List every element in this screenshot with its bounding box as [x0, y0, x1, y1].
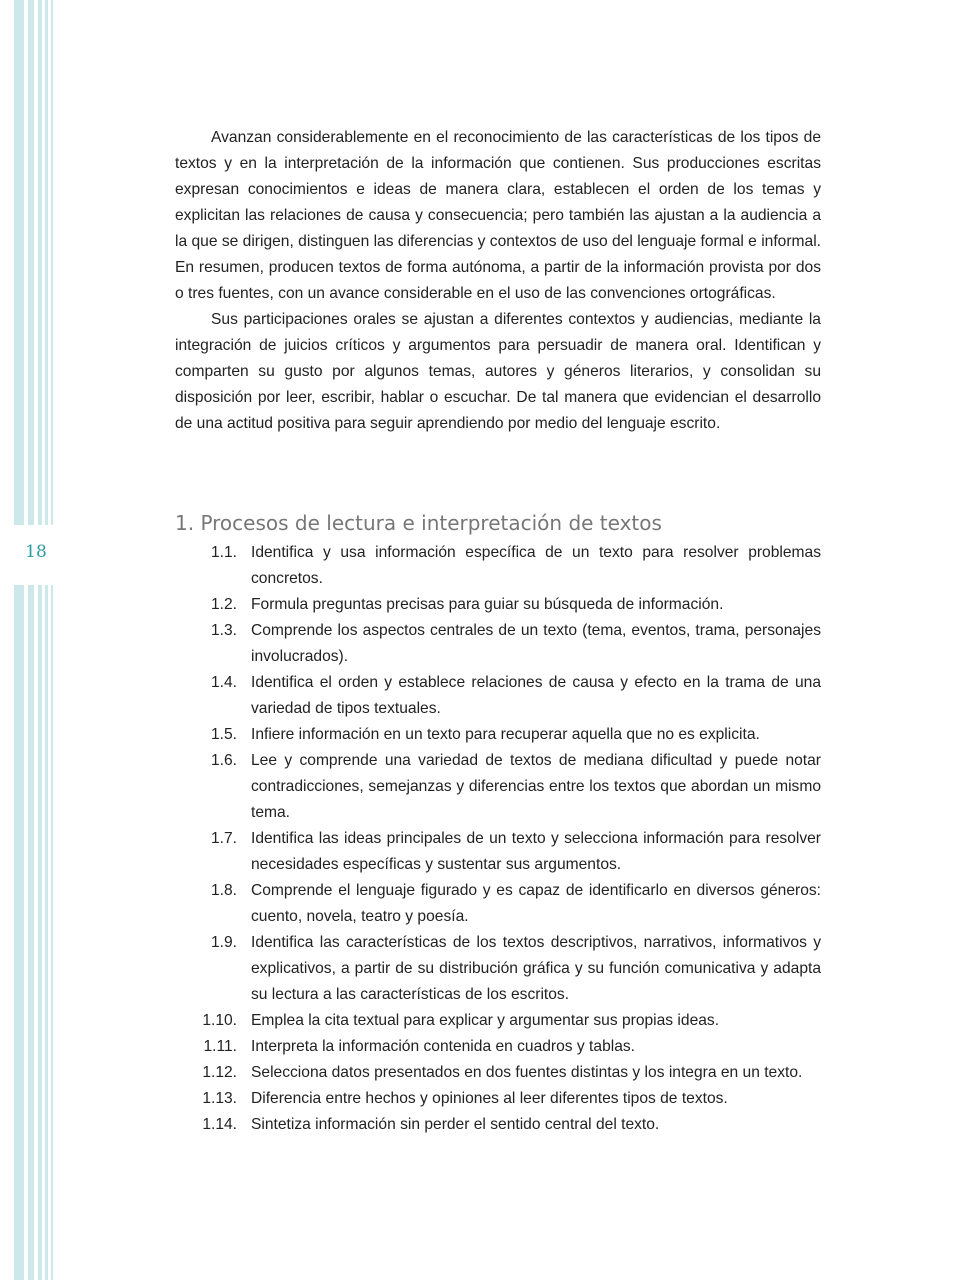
list-item: [175, 930, 821, 1008]
list-item: [175, 1008, 821, 1034]
margin-stripe: [45, 0, 48, 1280]
item-text: Formula preguntas precisas para guiar su búsqueda de información.: [251, 596, 724, 613]
list-item: [175, 722, 821, 748]
item-number: 1.13.: [202, 1090, 237, 1107]
item-text: Selecciona datos presentados en dos fuentes distintas y los integra en un texto.: [251, 1064, 803, 1081]
item-text: Interpreta la información contenida en cuadros y tablas.: [251, 1038, 636, 1055]
item-text: Lee y comprende una variedad de textos de mediana dificultad y puede notar contradicciones, semejanzas y diferencias entre los textos que abordan un mismo tema.: [251, 752, 821, 821]
item-number: 1.6.: [210, 752, 237, 769]
list-item: [175, 1086, 821, 1112]
margin-stripe: [14, 0, 24, 1280]
item-number: 1.7.: [210, 830, 237, 847]
section-heading: 1. Procesos de lectura e interpretación de textos: [175, 511, 662, 535]
margin-stripe: [38, 0, 42, 1280]
margin-stripe: [28, 0, 34, 1280]
list-item: [175, 670, 821, 722]
list-item: [175, 1034, 821, 1060]
item-number: 1.3.: [210, 622, 237, 639]
list-item: [175, 826, 821, 878]
list-item: [175, 540, 821, 592]
margin-stripes: [0, 0, 60, 1280]
item-text: Infiere información en un texto para recuperar aquella que no es explicita.: [251, 726, 760, 743]
item-number: 1.4.: [210, 674, 237, 691]
page-number: 18: [25, 542, 47, 562]
item-number: 1.9.: [210, 934, 237, 951]
item-text: Comprende el lenguaje figurado y es capaz de identificarlo en diversos géneros: cuento, novela, teatro y poesía.: [251, 882, 821, 925]
item-number: 1.2.: [210, 596, 237, 613]
list-item: [175, 1060, 821, 1086]
body-text: [175, 125, 821, 437]
item-text: Diferencia entre hechos y opiniones al leer diferentes tipos de textos.: [251, 1090, 728, 1107]
item-number: 1.1.: [210, 544, 237, 561]
item-number: 1.8.: [210, 882, 237, 899]
item-text: Emplea la cita textual para explicar y argumentar sus propias ideas.: [251, 1012, 720, 1029]
item-text: Identifica las características de los textos descriptivos, narrativos, informativos y explicativos, a partir de su distribución gráfica y su función comunicativa y adapta su lectura a las características de los escritos.: [251, 934, 821, 1003]
list-item: [175, 748, 821, 826]
item-number: 1.11.: [203, 1038, 237, 1055]
list-item: [175, 1112, 821, 1138]
item-number: 1.14.: [202, 1116, 237, 1133]
paragraph: Sus participaciones orales se ajustan a diferentes contextos y audiencias, mediante la integración de juicios críticos y argumentos para persuadir de manera oral. Identifican y comparten su gusto por algunos temas, autores y géneros literarios, y consolidan su disposición por leer, escribir, hablar o escuchar. De tal manera que evidencian el desarrollo de una actitud positiva para seguir aprendiendo por medio del lenguaje escrito.: [175, 311, 821, 432]
margin-stripe: [51, 0, 53, 1280]
item-text: Identifica y usa información específica de un texto para resolver problemas concretos.: [251, 544, 821, 587]
list-item: [175, 878, 821, 930]
list-item: [175, 592, 821, 618]
item-text: Comprende los aspectos centrales de un texto (tema, eventos, trama, personajes involucrados).: [251, 622, 821, 665]
indicator-list: [175, 540, 821, 1138]
item-number: 1.12.: [202, 1064, 237, 1081]
item-text: Identifica las ideas principales de un texto y selecciona información para resolver necesidades específicas y sustentar sus argumentos.: [251, 830, 821, 873]
item-number: 1.10.: [202, 1012, 237, 1029]
item-text: Identifica el orden y establece relaciones de causa y efecto en la trama de una variedad de tipos textuales.: [251, 674, 821, 717]
item-number: 1.5.: [210, 726, 237, 743]
paragraph: Avanzan considerablemente en el reconocimiento de las características de los tipos de textos y en la interpretación de la información que contienen. Sus producciones escritas expresan conocimientos e ideas de manera clara, establecen el orden de los temas y explicitan las relaciones de causa y consecuencia; pero también las ajustan a la audiencia a la que se dirigen, distinguen las diferencias y contextos de uso del lenguaje formal e informal. En resumen, producen textos de forma autónoma, a partir de la información provista por dos o tres fuentes, con un avance considerable en el uso de las convenciones ortográficas.: [175, 129, 821, 302]
item-text: Sintetiza información sin perder el sentido central del texto.: [251, 1116, 660, 1133]
list-item: [175, 618, 821, 670]
